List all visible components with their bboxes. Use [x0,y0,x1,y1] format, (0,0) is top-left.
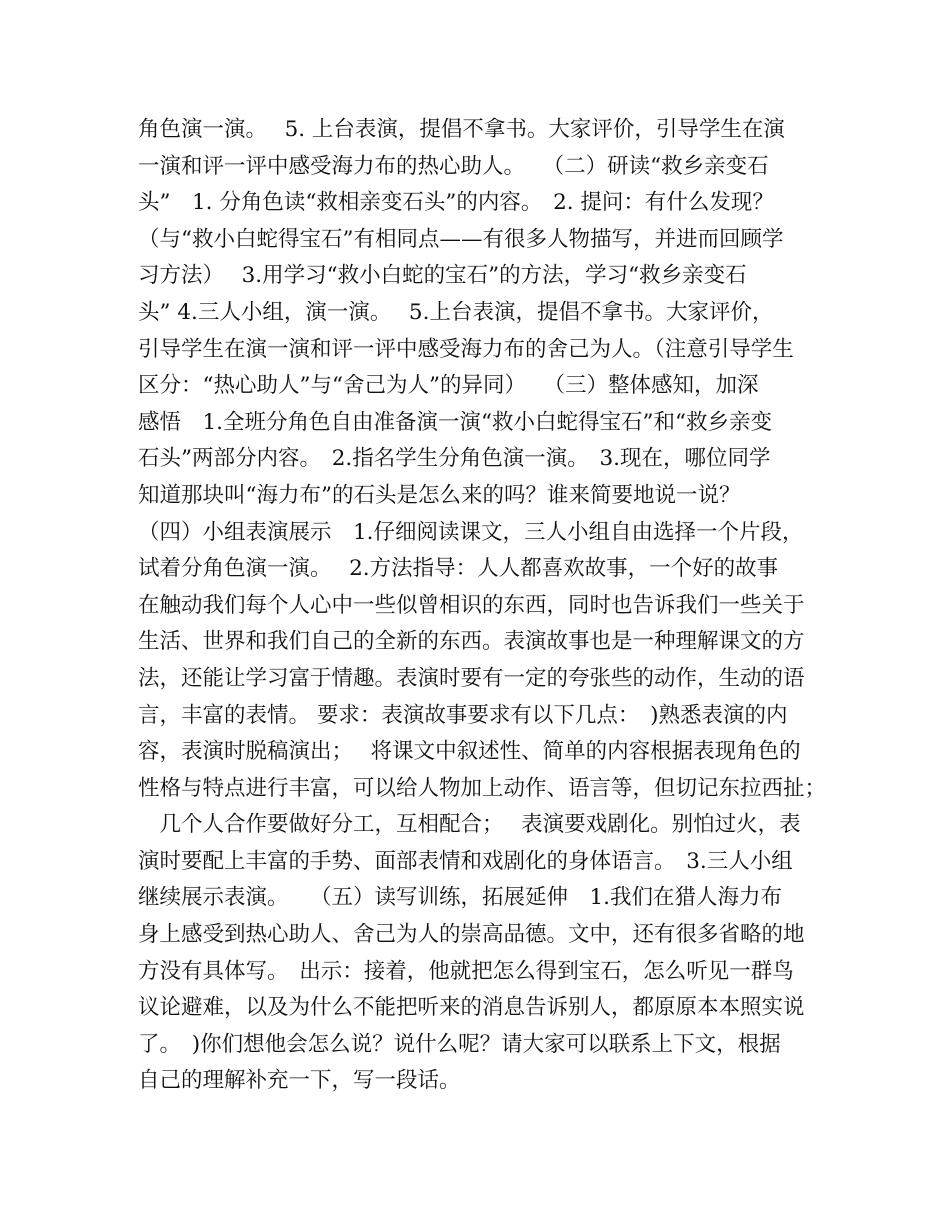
text-line: 生活、世界和我们自己的全新的东西。表演故事也是一种理解课文的方 [138,629,805,655]
text-line: 石头”两部分内容。 2.指名学生分角色演一演。 3.现在，哪位同学 [138,446,771,472]
text-line: 习方法） 3.用学习“救小白蛇的宝石”的方法，学习“救乡亲变石 [138,263,747,289]
text-line: 性格与特点进行丰富，可以给人物加上动作、语言等，但切记东拉西扯； [138,775,827,801]
text-line: 试着分角色演一演。 2.方法指导：人人都喜欢故事，一个好的故事 [138,556,779,582]
text-line: 自己的理解补充一下，写一段话。 [138,1068,461,1094]
text-line: 角色演一演。 5. 上台表演，提倡不拿书。大家评价，引导学生在演 [138,117,785,142]
text-line: 知道那块叫“海力布”的石头是怎么来的吗？谁来简要地说一说？ [138,482,741,508]
text-line: 继续展示表演。 （五）读写训练，拓展延伸 1.我们在猎人海力布 [138,885,783,911]
text-line: 一演和评一评中感受海力布的热心助人。 （二）研读“救乡亲变石 [138,153,769,179]
text-line: 头” 4.三人小组，演一演。 5.上台表演，提倡不拿书。大家评价， [138,299,774,325]
text-line: （四）小组表演展示 1.仔细阅读课文，三人小组自由选择一个片段， [138,519,804,545]
body-text [138,112,828,1100]
text-line: 议论避难，以及为什么不能把听来的消息告诉别人，都原原本本照实说 [138,995,805,1021]
text-line: 感悟 1.全班分角色自由准备演一演“救小白蛇得宝石”和“救乡亲变 [138,409,772,435]
text-line: 头” 1. 分角色读“救相亲变石头”的内容。 2. 提问：有什么发现？ [138,190,774,216]
text-line: （与“救小白蛇得宝石”有相同点——有很多人物描写，并进而回顾学 [138,226,784,252]
text-line: 言，丰富的表情。 要求：表演故事要求有以下几点： )熟悉表演的内 [138,702,788,728]
text-line: 容，表演时脱稿演出； 将课文中叙述性、简单的内容根据表现角色的 [138,739,801,765]
text-line: 区分：“热心助人”与“舍己为人”的异同） （三）整体感知，加深 [138,373,759,399]
text-line: 了。 )你们想他会怎么说？说什么呢？请大家可以联系上下文，根据 [138,1031,781,1057]
text-line: 法，还能让学习富于情趣。表演时要有一定的夸张些的动作，生动的语 [138,665,805,691]
text-line: 方没有具体写。 出示：接着，他就把怎么得到宝石，怎么听见一群鸟 [138,958,794,984]
text-line: 在触动我们每个人心中一些似曾相识的东西，同时也告诉我们一些关于 [138,592,805,618]
text-line: 引导学生在演一演和评一评中感受海力布的舍己为人。（注意引导学生 [138,336,794,362]
text-line: 身上感受到热心助人、舍己为人的崇高品德。文中，还有很多省略的地 [138,922,805,948]
text-line: 演时要配上丰富的手势、面部表情和戏剧化的身体语言。 3.三人小组 [138,848,793,874]
text-line: 几个人合作要做好分工，互相配合； 表演要戏剧化。别怕过火，表 [138,812,801,838]
